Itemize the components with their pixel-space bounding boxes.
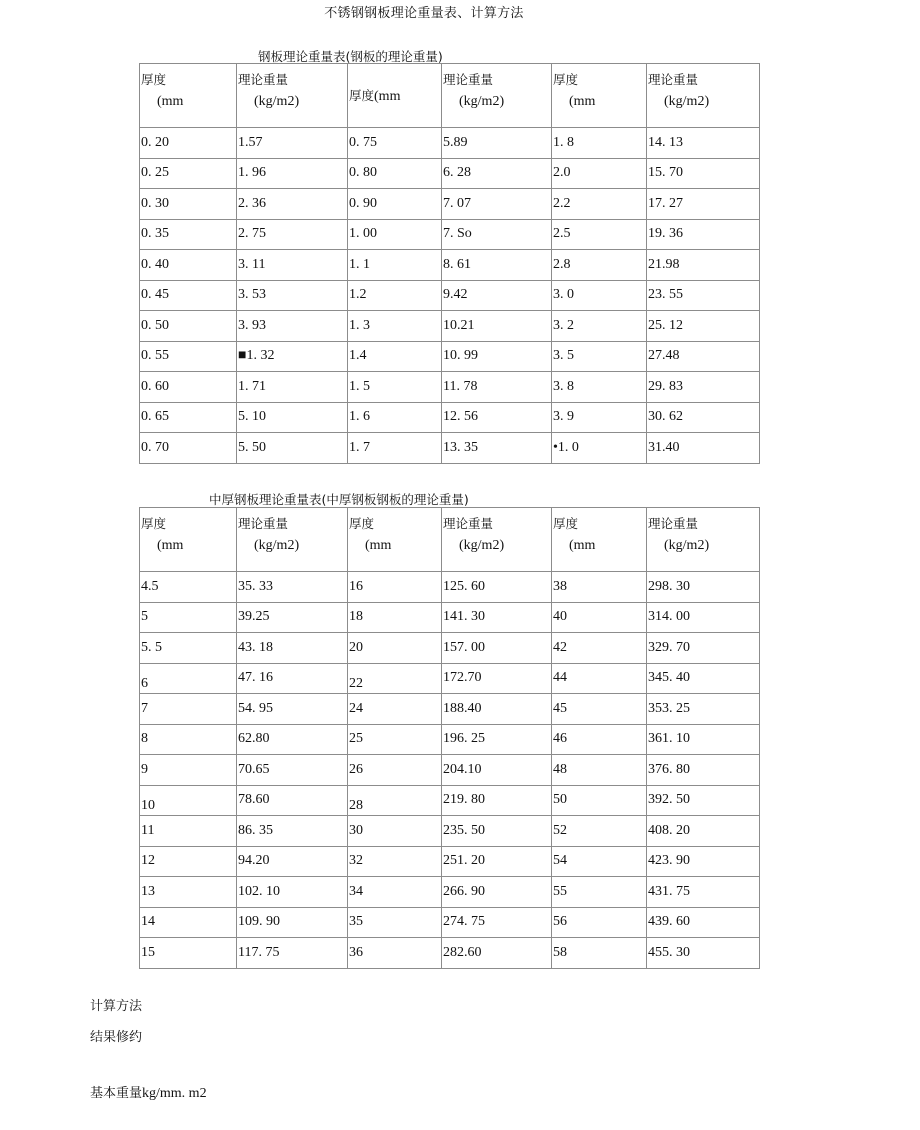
- table-cell: 23. 55: [647, 280, 760, 311]
- table-cell: 0. 90: [348, 189, 442, 220]
- table-cell: 266. 90: [442, 877, 552, 908]
- table2-header-row: [140, 508, 760, 572]
- table-cell: 1. 71: [237, 372, 348, 403]
- table-cell: 20: [348, 633, 442, 664]
- table2-caption: 中厚钢板理论重量表(中厚钢板钢板的理论重量): [209, 492, 469, 507]
- table-row: [140, 846, 760, 877]
- table-cell: 274. 75: [442, 907, 552, 938]
- table-cell: 14: [140, 907, 237, 938]
- table-cell: 29. 83: [647, 372, 760, 403]
- table-cell: 70.65: [237, 755, 348, 786]
- table-cell: 0. 70: [140, 433, 237, 464]
- table-cell: 298. 30: [647, 572, 760, 603]
- table-cell: 2. 36: [237, 189, 348, 220]
- table-row: [140, 158, 760, 189]
- table2-header-thickness-1: 厚度 (mm: [140, 508, 237, 572]
- table-cell: 361. 10: [647, 724, 760, 755]
- table-row: [140, 280, 760, 311]
- table-cell: 2.8: [552, 250, 647, 281]
- table-cell: 9: [140, 755, 237, 786]
- table-cell: 47. 16: [237, 663, 348, 694]
- table-cell: 431. 75: [647, 877, 760, 908]
- table-cell: 52: [552, 816, 647, 847]
- table-cell: 34: [348, 877, 442, 908]
- table-row: [140, 907, 760, 938]
- table-cell: 3. 8: [552, 372, 647, 403]
- table1-header-weight-2: 理论重量 (kg/m2): [442, 64, 552, 128]
- table-cell: 0. 50: [140, 311, 237, 342]
- table-cell: 10.21: [442, 311, 552, 342]
- table-cell: 4.5: [140, 572, 237, 603]
- table1-header-thickness-1: 厚度 (mm: [140, 64, 237, 128]
- table-cell: 376. 80: [647, 755, 760, 786]
- table-cell: 36: [348, 938, 442, 969]
- table-row: [140, 816, 760, 847]
- table-cell: 102. 10: [237, 877, 348, 908]
- table-row: [140, 311, 760, 342]
- table-row: [140, 341, 760, 372]
- table-row: [140, 433, 760, 464]
- table-cell: 8: [140, 724, 237, 755]
- table-row: [140, 663, 760, 694]
- table2-header-thickness-3: 厚度 (mm: [552, 508, 647, 572]
- table-cell: •1. 0: [552, 433, 647, 464]
- table-cell: 0. 75: [348, 128, 442, 159]
- table-row: [140, 602, 760, 633]
- table-row: [140, 755, 760, 786]
- table-cell: 125. 60: [442, 572, 552, 603]
- table-cell: 8. 61: [442, 250, 552, 281]
- table-cell: 5. 10: [237, 402, 348, 433]
- table-cell: 55: [552, 877, 647, 908]
- table-cell: 0. 45: [140, 280, 237, 311]
- table-cell: 423. 90: [647, 846, 760, 877]
- table-row: [140, 724, 760, 755]
- table-cell: 12: [140, 846, 237, 877]
- table-cell: 15: [140, 938, 237, 969]
- table-cell: 1. 8: [552, 128, 647, 159]
- table-cell: 30. 62: [647, 402, 760, 433]
- table-row: [140, 402, 760, 433]
- table-cell: 196. 25: [442, 724, 552, 755]
- table2-body: [140, 572, 760, 969]
- calc-method-heading: 计算方法: [90, 999, 143, 1014]
- table-cell: 46: [552, 724, 647, 755]
- table-cell: 3. 9: [552, 402, 647, 433]
- table-cell: 0. 60: [140, 372, 237, 403]
- table-cell: 3. 93: [237, 311, 348, 342]
- table2-header-weight-2: 理论重量 (kg/m2): [442, 508, 552, 572]
- table-cell: 26: [348, 755, 442, 786]
- table-cell: 14. 13: [647, 128, 760, 159]
- table-cell: 3. 11: [237, 250, 348, 281]
- table-cell: 48: [552, 755, 647, 786]
- table2-header-weight-3: 理论重量 (kg/m2): [647, 508, 760, 572]
- table-cell: 345. 40: [647, 663, 760, 694]
- table-cell: 408. 20: [647, 816, 760, 847]
- table-cell: 54: [552, 846, 647, 877]
- medium-plate-weight-table: [139, 507, 760, 969]
- table-cell: 0. 65: [140, 402, 237, 433]
- table-cell: 50: [552, 785, 647, 816]
- table-cell: 94.20: [237, 846, 348, 877]
- table-cell: 5.89: [442, 128, 552, 159]
- table-cell: 188.40: [442, 694, 552, 725]
- table-cell: 392. 50: [647, 785, 760, 816]
- table-cell: 1.2: [348, 280, 442, 311]
- table-cell: 3. 53: [237, 280, 348, 311]
- table-cell: 78.60: [237, 785, 348, 816]
- table-cell: 3. 5: [552, 341, 647, 372]
- table-cell: 13. 35: [442, 433, 552, 464]
- table-cell: 157. 00: [442, 633, 552, 664]
- table-cell: ■1. 32: [237, 341, 348, 372]
- table-cell: 7. So: [442, 219, 552, 250]
- table-cell: 21.98: [647, 250, 760, 281]
- table-cell: 86. 35: [237, 816, 348, 847]
- table-cell: 1.4: [348, 341, 442, 372]
- table-row: [140, 372, 760, 403]
- table-cell: 31.40: [647, 433, 760, 464]
- table-cell: 18: [348, 602, 442, 633]
- table-row: [140, 694, 760, 725]
- table-cell: 45: [552, 694, 647, 725]
- table-row: [140, 633, 760, 664]
- table-cell: 0. 80: [348, 158, 442, 189]
- table-cell: 0. 30: [140, 189, 237, 220]
- table-cell: 38: [552, 572, 647, 603]
- table-cell: 9.42: [442, 280, 552, 311]
- table-cell: 44: [552, 663, 647, 694]
- table-row: [140, 128, 760, 159]
- table-cell: 3. 2: [552, 311, 647, 342]
- table-cell: 282.60: [442, 938, 552, 969]
- table-cell: 1. 5: [348, 372, 442, 403]
- table-cell: 17. 27: [647, 189, 760, 220]
- table-cell: 30: [348, 816, 442, 847]
- table-cell: 2.5: [552, 219, 647, 250]
- table2-header-weight-1: 理论重量 (kg/m2): [237, 508, 348, 572]
- table-cell: 32: [348, 846, 442, 877]
- table1-header-row: [140, 64, 760, 128]
- table1-header-thickness-3: 厚度 (mm: [552, 64, 647, 128]
- table-cell: 25. 12: [647, 311, 760, 342]
- table-cell: 0. 40: [140, 250, 237, 281]
- table-cell: 11: [140, 816, 237, 847]
- table-cell: 11. 78: [442, 372, 552, 403]
- table-cell: 40: [552, 602, 647, 633]
- table-cell: 117. 75: [237, 938, 348, 969]
- table-cell: 62.80: [237, 724, 348, 755]
- base-weight-line: 基本重量kg/mm. m2: [90, 1086, 207, 1101]
- table-cell: 35. 33: [237, 572, 348, 603]
- table1-body: [140, 128, 760, 464]
- table-cell: 12. 56: [442, 402, 552, 433]
- table-cell: 7. 07: [442, 189, 552, 220]
- table-cell: 0. 55: [140, 341, 237, 372]
- table-row: [140, 219, 760, 250]
- table-cell: 172.70: [442, 663, 552, 694]
- table-cell: 39.25: [237, 602, 348, 633]
- table1-header-weight-1: 理论重量 (kg/m2): [237, 64, 348, 128]
- table-cell: 5. 5: [140, 633, 237, 664]
- table-cell: 58: [552, 938, 647, 969]
- table1-header-weight-3: 理论重量 (kg/m2): [647, 64, 760, 128]
- table-cell: 2.0: [552, 158, 647, 189]
- table-cell: 10: [140, 785, 237, 816]
- table-row: [140, 250, 760, 281]
- table-cell: 28: [348, 785, 442, 816]
- table-cell: 0. 25: [140, 158, 237, 189]
- table-cell: 6: [140, 663, 237, 694]
- table-cell: 24: [348, 694, 442, 725]
- table-cell: 42: [552, 633, 647, 664]
- table-cell: 1. 6: [348, 402, 442, 433]
- table-cell: 314. 00: [647, 602, 760, 633]
- table-cell: 1. 96: [237, 158, 348, 189]
- table-cell: 2. 75: [237, 219, 348, 250]
- table-cell: 16: [348, 572, 442, 603]
- document-title: 不锈钢钢板理论重量表、计算方法: [324, 6, 524, 21]
- table-cell: 455. 30: [647, 938, 760, 969]
- table-cell: 0. 35: [140, 219, 237, 250]
- table1-header-thickness-2: 厚度(mm: [348, 64, 442, 128]
- table-cell: 1. 1: [348, 250, 442, 281]
- table-cell: 56: [552, 907, 647, 938]
- table-cell: 2.2: [552, 189, 647, 220]
- table-cell: 204.10: [442, 755, 552, 786]
- table-cell: 0. 20: [140, 128, 237, 159]
- table-cell: 15. 70: [647, 158, 760, 189]
- table-cell: 439. 60: [647, 907, 760, 938]
- table1-caption: 钢板理论重量表(钢板的理论重量): [258, 49, 443, 64]
- table-cell: 27.48: [647, 341, 760, 372]
- table-row: [140, 189, 760, 220]
- table-cell: 13: [140, 877, 237, 908]
- table-cell: 1. 00: [348, 219, 442, 250]
- table-cell: 1.57: [237, 128, 348, 159]
- table-row: [140, 572, 760, 603]
- table-cell: 19. 36: [647, 219, 760, 250]
- table-cell: 1. 7: [348, 433, 442, 464]
- table-cell: 54. 95: [237, 694, 348, 725]
- table-cell: 3. 0: [552, 280, 647, 311]
- table-cell: 1. 3: [348, 311, 442, 342]
- table-cell: 329. 70: [647, 633, 760, 664]
- table-cell: 6. 28: [442, 158, 552, 189]
- table-cell: 109. 90: [237, 907, 348, 938]
- table-row: [140, 785, 760, 816]
- rounding-heading: 结果修约: [90, 1030, 143, 1045]
- table-cell: 35: [348, 907, 442, 938]
- table-row: [140, 877, 760, 908]
- table-cell: 25: [348, 724, 442, 755]
- table-cell: 22: [348, 663, 442, 694]
- table-cell: 235. 50: [442, 816, 552, 847]
- table-cell: 10. 99: [442, 341, 552, 372]
- table2-header-thickness-2: 厚度 (mm: [348, 508, 442, 572]
- table-cell: 43. 18: [237, 633, 348, 664]
- table-cell: 141. 30: [442, 602, 552, 633]
- table-cell: 7: [140, 694, 237, 725]
- steel-plate-weight-table: [139, 63, 760, 464]
- table-cell: 219. 80: [442, 785, 552, 816]
- table-cell: 251. 20: [442, 846, 552, 877]
- table-cell: 5: [140, 602, 237, 633]
- table-cell: 353. 25: [647, 694, 760, 725]
- table-row: [140, 938, 760, 969]
- table-cell: 5. 50: [237, 433, 348, 464]
